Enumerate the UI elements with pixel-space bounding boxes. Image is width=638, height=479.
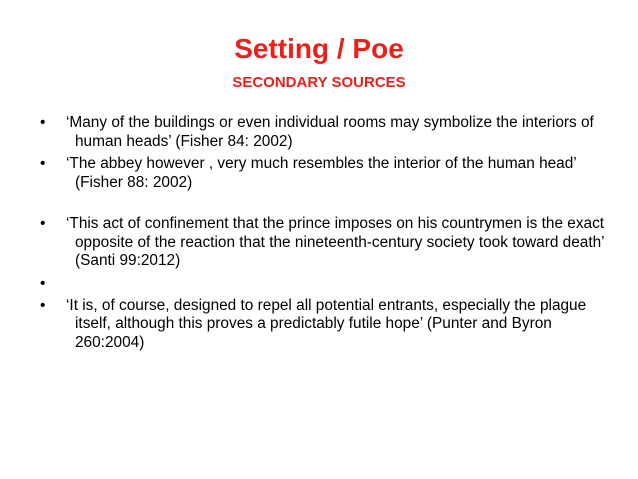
bullet-glyph: • — [40, 215, 46, 232]
slide-title: Setting / Poe — [234, 33, 404, 64]
bullet-glyph: • — [40, 296, 46, 314]
bullet-list — [40, 110, 610, 352]
bullet-glyph: • — [40, 155, 46, 172]
slide-subtitle: SECONDARY SOURCES — [232, 74, 406, 91]
bullet-item — [40, 155, 610, 192]
bullet-glyph: • — [40, 274, 46, 292]
bullet-item-empty — [40, 275, 610, 293]
bullet-glyph: • — [40, 114, 46, 131]
bullet-text: ‘It is, of course, designed to repel all potential entrants, especially the plague itself, although this proves a predictably futile hope’ (Punter and Byron 260:2004) — [66, 296, 587, 351]
bullet-item — [40, 297, 610, 353]
bullet-text: ‘Many of the buildings or even individual rooms may symbolize the interiors of human heads’ (Fisher 84: 2002) — [66, 114, 594, 150]
bullet-text: ‘This act of confinement that the prince imposes on his countrymen is the exact opposite of the reaction that the nineteenth-century society took toward death’ (Santi 99:2012) — [66, 215, 605, 269]
bullet-item — [40, 215, 610, 271]
bullet-text: ‘The abbey however , very much resembles the interior of the human head’ (Fisher 88: 2002) — [66, 155, 577, 191]
bullet-item — [40, 114, 610, 151]
